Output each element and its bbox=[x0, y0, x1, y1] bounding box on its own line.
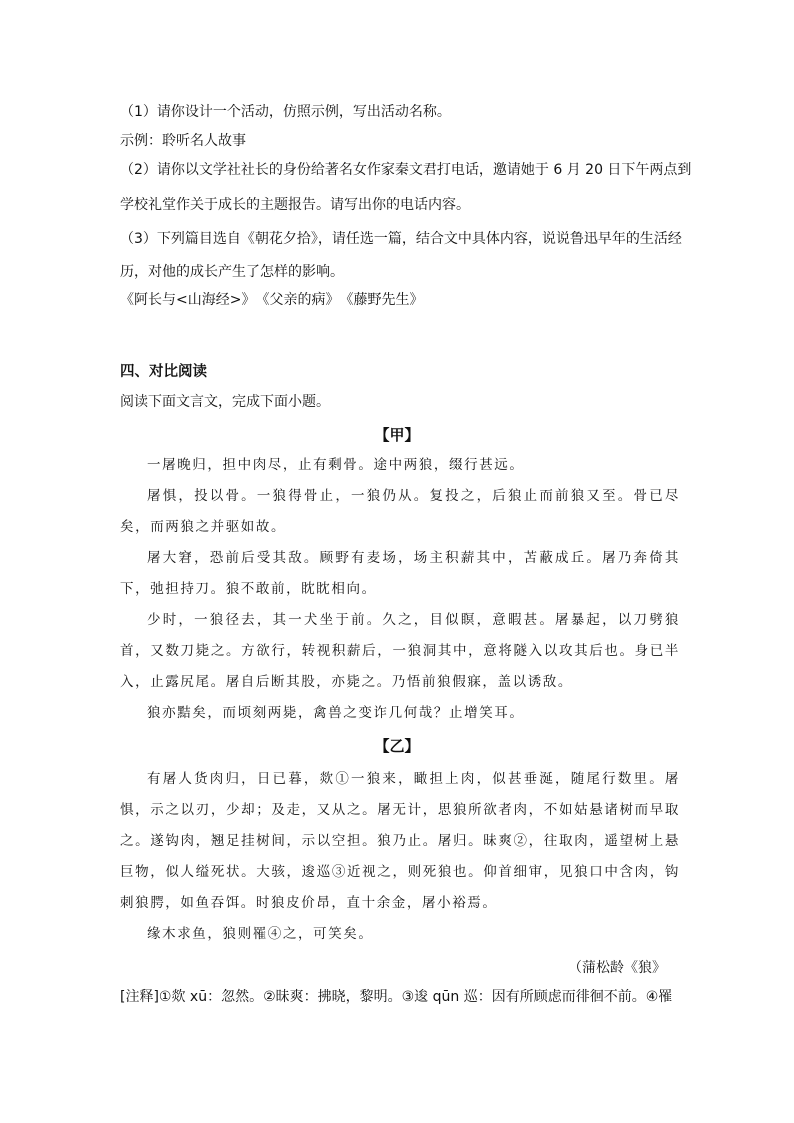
text-jia-paragraph: 一屠晚归，担中肉尽，止有剩骨。途中两狼，缀行甚远。 bbox=[147, 457, 525, 473]
question-3-line-2: 历，对他的成长产生了怎样的影响。 bbox=[120, 264, 344, 280]
question-2-line-2: 学校礼堂作关于成长的主题报告。请写出你的电话内容。 bbox=[120, 197, 470, 213]
text-yi-source: （蒲松龄《狼》 bbox=[568, 960, 666, 976]
question-2-line-1: （2）请你以文学社社长的身份给著名女作家秦文君打电话，邀请她于 6 月 20 日下午两点到 bbox=[120, 162, 692, 178]
section-instruction: 阅读下面文言文，完成下面小题。 bbox=[120, 394, 330, 410]
text-jia-paragraph: 少时，一狼径去，其一犬坐于前。久之，目似瞑，意暇甚。屠暴起，以刀劈狼首，又数刀毙之。方欲行，转视积薪后，一狼洞其中，意将隧入以攻其后也。身已半入，止露尻尾。屠自后断其股，亦毙之。乃悟前狼假寐，盖以诱敌。 bbox=[120, 612, 680, 690]
text-yi-paragraph: 缘木求鱼，狼则罹④之，可笑矣。 bbox=[147, 926, 374, 942]
text-jia-paragraph: 屠大窘，恐前后受其敌。顾野有麦场，场主积薪其中，苫蔽成丘。屠乃奔倚其下，弛担持刀。狼不敢前，眈眈相向。 bbox=[120, 550, 680, 597]
section-title: 四、对比阅读 bbox=[120, 364, 207, 380]
text-jia-label: 【甲】 bbox=[374, 426, 420, 444]
text-yi-body bbox=[120, 764, 680, 950]
text-jia-body bbox=[120, 450, 680, 729]
question-3-titles: 《阿长与<山海经>》 《父亲的病》 《藤野先生》 bbox=[120, 292, 424, 308]
question-3-line-1: （3）下列篇目选自《朝花夕拾》，请任选一篇，结合文中具体内容，说说鲁迅早年的生活经 bbox=[120, 231, 682, 247]
text-yi-label: 【乙】 bbox=[374, 737, 420, 755]
text-jia-paragraph: 狼亦黠矣，而顷刻两毙，禽兽之变诈几何哉？止增笑耳。 bbox=[147, 705, 525, 721]
question-1-example: 示例：聆听名人故事 bbox=[120, 133, 246, 149]
annotation-notes: [注释]①欻 xū：忽然。②昧爽：拂晓，黎明。③逡 qūn 巡：因有所顾虑而徘徊不前。④罹 bbox=[120, 989, 673, 1005]
text-jia-paragraph: 屠惧，投以骨。一狼得骨止，一狼仍从。复投之，后狼止而前狼又至。骨已尽矣，而两狼之并驱如故。 bbox=[120, 488, 680, 535]
text-yi-paragraph: 有屠人货肉归，日已暮，欻①一狼来，瞰担上肉，似甚垂涎，随尾行数里。屠惧，示之以刃，少却；及走，又从之。屠无计，思狼所欲者肉，不如姑悬诸树而早取之。遂钩肉，翘足挂树间，示以空担。狼乃止。屠归。昧爽②，往取肉，遥望树上悬巨物，似人缢死状。大骇，逡巡③近视之，则死狼也。仰首细审，见狼口中含肉，钩刺狼腭，如鱼吞饵。时狼皮价昂，直十余金，屠小裕焉。 bbox=[120, 771, 680, 911]
question-1: （1）请你设计一个活动，仿照示例，写出活动名称。 bbox=[120, 104, 451, 120]
